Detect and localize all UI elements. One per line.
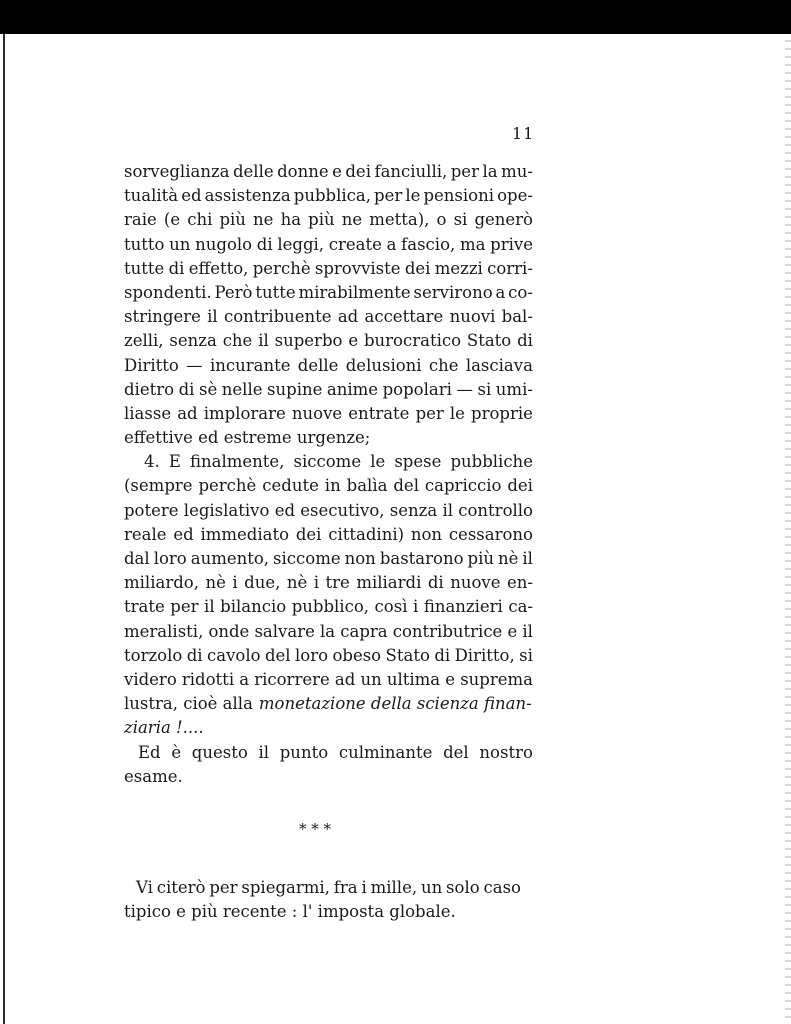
word: loro bbox=[294, 645, 329, 665]
word: o bbox=[436, 210, 447, 230]
word: è bbox=[171, 742, 182, 762]
word: meralisti, bbox=[124, 621, 204, 641]
text-line bbox=[124, 184, 533, 208]
word: perchè bbox=[252, 258, 311, 278]
word: tre bbox=[325, 573, 350, 593]
text-line bbox=[124, 208, 533, 232]
word: contribuente bbox=[223, 307, 332, 327]
text-line bbox=[124, 257, 533, 281]
word: metta), bbox=[369, 210, 430, 230]
word: per bbox=[450, 162, 479, 181]
word: un bbox=[169, 234, 191, 254]
word: effetto, bbox=[188, 258, 249, 278]
word: si bbox=[453, 210, 468, 230]
word: capra bbox=[340, 621, 388, 641]
word: cessarono bbox=[448, 524, 533, 544]
word: il bbox=[204, 597, 215, 617]
page-number: 11 bbox=[512, 124, 535, 143]
word: proprie bbox=[471, 403, 533, 423]
word: non bbox=[410, 524, 443, 544]
word: nuove bbox=[450, 573, 501, 593]
text-line bbox=[124, 523, 533, 547]
word: Ed bbox=[138, 742, 161, 762]
word: finanzieri bbox=[423, 597, 503, 617]
word: di bbox=[256, 234, 273, 254]
paragraph-1 bbox=[124, 160, 533, 450]
word: che bbox=[428, 355, 459, 375]
word: dei bbox=[507, 476, 533, 496]
word: nostro bbox=[479, 742, 533, 762]
word: punto bbox=[279, 742, 329, 762]
word: 4. bbox=[144, 452, 160, 472]
word: si bbox=[519, 645, 533, 665]
text-line bbox=[124, 305, 533, 329]
word: ed bbox=[173, 524, 194, 544]
page-right-edge bbox=[785, 34, 791, 1024]
word: create bbox=[328, 234, 382, 254]
word: a bbox=[495, 282, 506, 302]
word: culminante bbox=[338, 742, 433, 762]
text-line bbox=[124, 378, 533, 402]
word: le bbox=[370, 452, 386, 472]
word: leggi, bbox=[277, 234, 325, 254]
word: del bbox=[443, 742, 469, 762]
word: nuovi bbox=[449, 307, 496, 327]
word: di bbox=[427, 573, 444, 593]
word: senza bbox=[389, 500, 438, 520]
word: per bbox=[209, 878, 238, 897]
word: più bbox=[308, 210, 335, 230]
word: di bbox=[434, 645, 451, 665]
word: a bbox=[239, 669, 250, 689]
word: immediato bbox=[200, 524, 290, 544]
word: obeso bbox=[332, 645, 382, 665]
word: siccome bbox=[273, 549, 341, 568]
word: e bbox=[445, 669, 456, 689]
text-line: esame. bbox=[124, 766, 183, 786]
text-line bbox=[124, 644, 533, 668]
word: di bbox=[178, 379, 195, 399]
word: tualità bbox=[124, 186, 179, 206]
word: ricorrere bbox=[254, 669, 330, 689]
word: videro bbox=[124, 669, 177, 689]
word: nè bbox=[205, 573, 226, 593]
word: Però bbox=[214, 282, 253, 302]
word: i bbox=[413, 597, 419, 617]
word: torzolo bbox=[124, 645, 183, 665]
word: controllo bbox=[458, 500, 533, 520]
word: supine bbox=[267, 379, 323, 399]
word: reale bbox=[124, 524, 167, 544]
word: sprovviste bbox=[314, 258, 401, 278]
word: cittadini) bbox=[328, 524, 405, 544]
text-line bbox=[124, 499, 533, 523]
word: ed bbox=[274, 500, 296, 520]
word: perchè bbox=[198, 476, 257, 496]
scan-top-border bbox=[0, 0, 791, 34]
word: aumento, bbox=[190, 549, 270, 568]
word: onde bbox=[208, 621, 250, 641]
word: accettare bbox=[364, 307, 444, 327]
word: finalmente, bbox=[189, 452, 285, 472]
word: pensioni bbox=[423, 186, 495, 206]
word: fra bbox=[333, 878, 358, 897]
italic-phrase: monetazione della scienza finan- bbox=[258, 694, 532, 714]
text-line bbox=[124, 668, 533, 692]
word: corri- bbox=[487, 258, 533, 278]
word: bastarono bbox=[379, 549, 464, 568]
word: pubbliche bbox=[450, 452, 533, 472]
word: Diritto bbox=[124, 355, 179, 375]
word: burocratico bbox=[363, 331, 462, 351]
word: contributrice bbox=[392, 621, 503, 641]
word: nugolo bbox=[195, 234, 253, 254]
word: il bbox=[207, 307, 218, 327]
word: zelli, bbox=[124, 331, 164, 351]
text-line bbox=[124, 741, 533, 765]
word: tutte bbox=[255, 282, 296, 302]
text-line bbox=[124, 620, 533, 644]
word: miliardi bbox=[356, 573, 422, 593]
text-line: tipico e più recente : l' imposta globale. bbox=[124, 902, 456, 922]
word: Vi bbox=[136, 878, 153, 897]
text-line bbox=[124, 876, 521, 900]
word: esecutivo, bbox=[300, 500, 385, 520]
word: ne bbox=[341, 210, 363, 230]
word: non bbox=[344, 549, 376, 568]
paragraph-3 bbox=[124, 741, 533, 789]
word: salvare bbox=[254, 621, 315, 641]
word: assistenza bbox=[204, 186, 291, 206]
word: dei bbox=[345, 162, 371, 181]
text-line bbox=[124, 329, 533, 353]
word: — bbox=[456, 379, 473, 399]
word: co- bbox=[508, 282, 533, 302]
word: capriccio bbox=[424, 476, 502, 496]
word: pubblico, bbox=[291, 597, 370, 617]
word: fascio, bbox=[401, 234, 456, 254]
word: legislativo bbox=[183, 500, 270, 520]
asterism-divider: * * * bbox=[298, 820, 332, 838]
word: dietro bbox=[124, 379, 175, 399]
word: ma bbox=[459, 234, 486, 254]
word: e bbox=[348, 331, 359, 351]
text-line bbox=[124, 547, 533, 571]
word: più bbox=[219, 210, 246, 230]
text-line bbox=[124, 354, 533, 378]
word: per bbox=[415, 403, 444, 423]
text-line: effettive ed estreme urgenze; bbox=[124, 428, 371, 448]
word: più bbox=[467, 549, 494, 568]
word: nelle bbox=[221, 379, 263, 399]
word: anime bbox=[326, 379, 379, 399]
word: ed bbox=[181, 186, 202, 206]
word: i bbox=[361, 878, 367, 897]
word: popolari bbox=[382, 379, 452, 399]
word: di bbox=[186, 645, 203, 665]
word: chi bbox=[187, 210, 213, 230]
word: balìa bbox=[346, 476, 388, 496]
paragraph-2 bbox=[124, 450, 533, 740]
word: che bbox=[222, 331, 253, 351]
word: donne bbox=[277, 162, 329, 181]
word: spiegarmi, bbox=[241, 878, 330, 897]
text-line bbox=[124, 716, 533, 740]
word: cedute bbox=[262, 476, 319, 496]
word: spese bbox=[394, 452, 442, 472]
word: siccome bbox=[293, 452, 362, 472]
word: miliardo, bbox=[124, 573, 199, 593]
word: stringere bbox=[124, 307, 201, 327]
word: si bbox=[477, 379, 492, 399]
word: solo bbox=[446, 878, 480, 897]
word: dei bbox=[404, 258, 431, 278]
word: ope- bbox=[497, 186, 533, 206]
word: ultima bbox=[386, 669, 441, 689]
word: bal- bbox=[501, 307, 533, 327]
word: superbo bbox=[274, 331, 343, 351]
word: raie bbox=[124, 210, 157, 230]
word: citerò bbox=[156, 878, 206, 897]
word: potere bbox=[124, 500, 179, 520]
word: ca- bbox=[508, 597, 533, 617]
word: le bbox=[449, 403, 465, 423]
text-line bbox=[124, 571, 533, 595]
word: ad bbox=[337, 307, 359, 327]
page-left-edge bbox=[3, 34, 5, 1024]
word: dei bbox=[295, 524, 322, 544]
paragraph-4 bbox=[124, 876, 521, 924]
word: sorveglianza bbox=[124, 162, 230, 181]
word: sè bbox=[199, 379, 218, 399]
word: di bbox=[168, 258, 185, 278]
word: tutte bbox=[124, 258, 165, 278]
word: il bbox=[522, 621, 533, 641]
word: ad bbox=[334, 669, 356, 689]
word: umi- bbox=[495, 379, 533, 399]
word: per bbox=[170, 597, 199, 617]
word: in bbox=[324, 476, 341, 496]
word: a bbox=[386, 234, 397, 254]
word: per bbox=[374, 186, 403, 206]
word: mezzi bbox=[434, 258, 483, 278]
word: e bbox=[332, 162, 342, 181]
word: questo bbox=[191, 742, 248, 762]
word: delle bbox=[232, 162, 274, 181]
word: le bbox=[405, 186, 421, 206]
word: nè bbox=[498, 549, 519, 568]
word: entrate bbox=[348, 403, 410, 423]
word: due, bbox=[244, 573, 281, 593]
word: la bbox=[319, 621, 336, 641]
word: un bbox=[420, 878, 443, 897]
text-line bbox=[124, 450, 533, 474]
word: delusioni bbox=[345, 355, 422, 375]
word: mille, bbox=[370, 878, 418, 897]
word: nè bbox=[286, 573, 308, 593]
text-line bbox=[124, 160, 533, 184]
word: generò bbox=[474, 210, 533, 230]
word: ha bbox=[280, 210, 302, 230]
text-line bbox=[124, 233, 533, 257]
body-text bbox=[124, 160, 533, 789]
word: il bbox=[442, 500, 453, 520]
word: loro bbox=[153, 549, 187, 568]
word: i bbox=[313, 573, 320, 593]
word: pubblica, bbox=[293, 186, 371, 206]
text-line bbox=[124, 281, 533, 305]
word: — bbox=[186, 355, 203, 375]
word: lasciava bbox=[465, 355, 533, 375]
word: servirono bbox=[413, 282, 493, 302]
text-line bbox=[124, 402, 533, 426]
word: così bbox=[374, 597, 408, 617]
word: en- bbox=[507, 573, 533, 593]
word: ad bbox=[177, 403, 198, 423]
word: del bbox=[393, 476, 419, 496]
word: il bbox=[258, 331, 269, 351]
word: spondenti. bbox=[124, 282, 212, 302]
word: Stato bbox=[385, 645, 430, 665]
word: bilancio bbox=[220, 597, 287, 617]
word: e bbox=[507, 621, 518, 641]
word: di bbox=[517, 331, 533, 351]
word: ridotti bbox=[181, 669, 235, 689]
word: i bbox=[232, 573, 238, 593]
word: (e bbox=[163, 210, 181, 230]
word: fanciulli, bbox=[374, 162, 448, 181]
word: mirabilmente bbox=[298, 282, 411, 302]
text-line bbox=[124, 595, 533, 619]
word: Stato bbox=[466, 331, 512, 351]
word: suprema bbox=[460, 669, 533, 689]
text-line bbox=[124, 474, 533, 498]
word: (sempre bbox=[124, 476, 193, 496]
word: caso bbox=[483, 878, 521, 897]
word: la bbox=[482, 162, 498, 181]
word: liasse bbox=[124, 403, 172, 423]
italic-phrase: ziaria !.... bbox=[124, 718, 204, 738]
word: nuove bbox=[291, 403, 343, 423]
word: del bbox=[264, 645, 291, 665]
word: delle bbox=[297, 355, 339, 375]
word: il bbox=[522, 549, 533, 568]
word: un bbox=[360, 669, 382, 689]
word: tutto bbox=[124, 234, 165, 254]
word: incurante bbox=[209, 355, 291, 375]
word: ne bbox=[253, 210, 274, 230]
word: Diritto, bbox=[454, 645, 515, 665]
word: il bbox=[258, 742, 270, 762]
word: prive bbox=[490, 234, 533, 254]
word: trate bbox=[124, 597, 165, 617]
word: cavolo bbox=[206, 645, 261, 665]
word: senza bbox=[169, 331, 217, 351]
text-line: lustra, cioè alla monetazione della scienza finan- bbox=[124, 692, 533, 716]
word: implorare bbox=[203, 403, 286, 423]
word: dal bbox=[124, 549, 150, 568]
word: mu- bbox=[501, 162, 533, 181]
word: E bbox=[168, 452, 181, 472]
